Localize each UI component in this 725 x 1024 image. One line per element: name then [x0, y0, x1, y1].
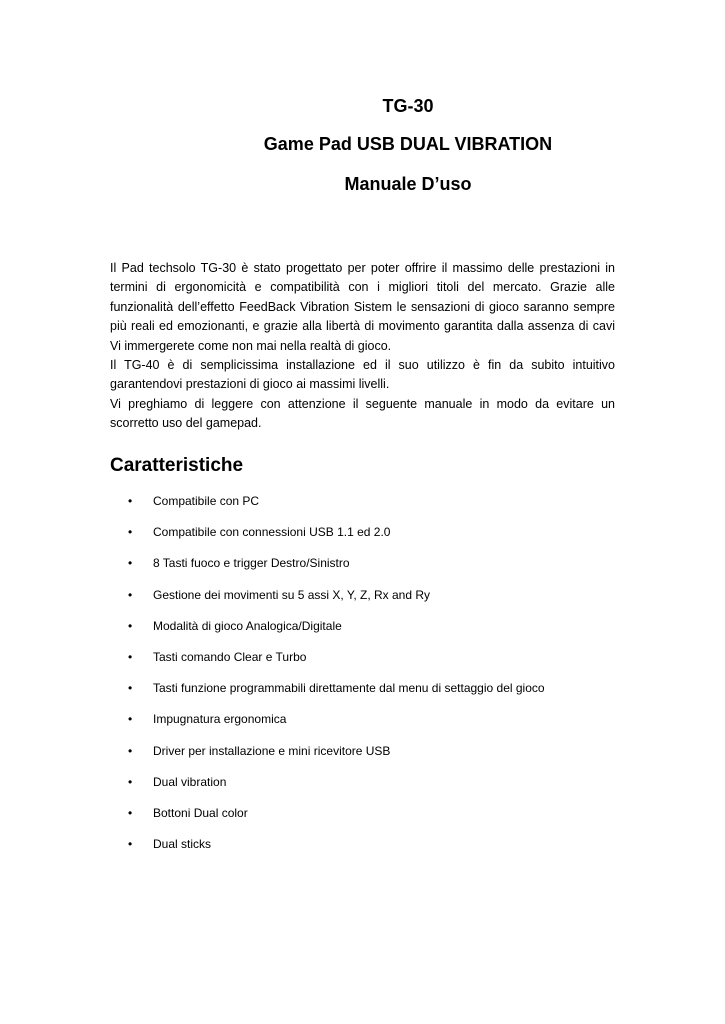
feature-text: Dual sticks	[153, 837, 212, 852]
manual-title: Manuale D’uso	[344, 174, 472, 194]
intro-paragraph-3: Vi preghiamo di leggere con attenzione il seguente manuale in modo da evitare un scorretto uso del gamepad.	[110, 396, 615, 431]
intro-section	[110, 259, 615, 434]
bullet-icon: •	[128, 805, 133, 820]
bullet-icon: •	[128, 712, 133, 727]
list-item	[110, 710, 615, 741]
list-item	[110, 492, 615, 523]
feature-text: Modalità di gioco Analogica/Digitale	[153, 618, 342, 633]
model-title: TG-30	[382, 96, 434, 116]
bullet-icon: •	[128, 556, 133, 571]
list-item	[110, 742, 615, 773]
bullet-icon: •	[128, 774, 133, 789]
bullet-icon: •	[128, 494, 133, 508]
list-item	[110, 773, 615, 804]
feature-text: Compatibile con PC	[153, 494, 260, 508]
feature-text: Gestione dei movimenti su 5 assi X, Y, Z, Rx and Ry	[153, 587, 431, 602]
features-list	[110, 492, 615, 866]
intro-paragraph-1: Il Pad techsolo TG-30 è stato progettato per poter offrire il massimo delle prestazioni in termini di ergonomicità e compatibilità con i migliori titoli del mercato. Grazie alle funzionalità dell’effetto FeedBack Vibration Sistem le sensazioni di gioco saranno sempre più reali ed emozionanti, e grazie alla libertà di movimento garantita dalla assenza di cavi Vi immergerete come non mai nella realtà di gioco.	[110, 261, 615, 353]
feature-text: 8 Tasti fuoco e trigger Destro/Sinistro	[153, 556, 350, 571]
list-item	[110, 804, 615, 835]
bullet-icon: •	[128, 837, 133, 852]
features-heading: Caratteristiche	[110, 455, 244, 476]
feature-text: Tasti funzione programmabili direttamente dal menu di settaggio del gioco	[153, 681, 545, 696]
list-item	[110, 586, 615, 617]
intro-paragraph-2: Il TG-40 è di semplicissima installazione ed il suo utilizzo è fin da subito intuitivo garantendovi prestazioni di gioco ai massimi livelli.	[110, 358, 615, 392]
feature-text: Dual vibration	[153, 774, 227, 789]
bullet-icon: •	[128, 618, 133, 633]
bullet-icon: •	[128, 743, 133, 758]
bullet-icon: •	[128, 649, 133, 664]
feature-text: Impugnatura ergonomica	[153, 712, 287, 727]
list-item	[110, 679, 615, 710]
bullet-icon: •	[128, 681, 133, 696]
list-item	[110, 523, 615, 554]
list-item	[110, 648, 615, 679]
list-item	[110, 835, 615, 866]
feature-text: Tasti comando Clear e Turbo	[153, 649, 307, 664]
list-item	[110, 617, 615, 648]
feature-text: Compatibile con connessioni USB 1.1 ed 2.0	[153, 525, 391, 540]
bullet-icon: •	[128, 525, 133, 540]
list-item	[110, 554, 615, 585]
feature-text: Bottoni Dual color	[153, 805, 248, 820]
feature-text: Driver per installazione e mini ricevitore USB	[153, 743, 391, 758]
bullet-icon: •	[128, 587, 133, 602]
product-title: Game Pad USB DUAL VIBRATION	[263, 134, 553, 154]
